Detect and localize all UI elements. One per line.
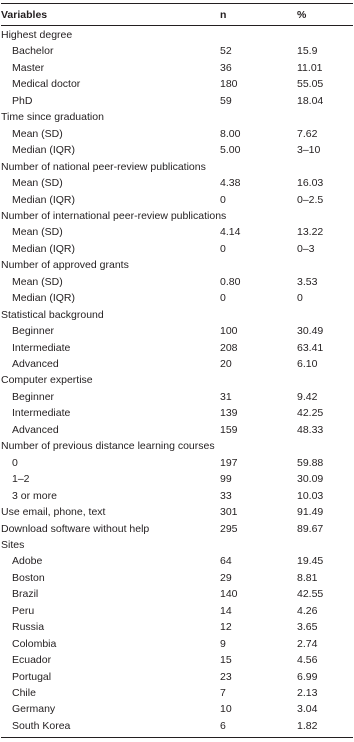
- row-label: Colombia: [12, 637, 57, 650]
- table-row: [1, 43, 353, 60]
- row-percent-value: 15.9: [297, 45, 318, 58]
- row-percent-value: 3.65: [297, 621, 318, 634]
- row-label: Germany: [12, 703, 56, 716]
- row-percent-value: 10.03: [297, 489, 324, 502]
- table-row: [1, 603, 353, 620]
- table-row: [1, 405, 353, 422]
- row-label: Ecuador: [12, 654, 52, 667]
- row-percent-value: 42.55: [297, 588, 324, 601]
- row-percent-value: 3.53: [297, 275, 318, 288]
- row-percent-value: 89.67: [297, 522, 324, 535]
- row-percent-value: 4.56: [297, 654, 318, 667]
- table-row: [1, 701, 353, 718]
- row-n-value: 197: [220, 456, 238, 469]
- row-label: Beginner: [12, 390, 55, 403]
- row-n-value: 180: [220, 78, 238, 91]
- table-row: [1, 389, 353, 406]
- row-percent-value: 3–10: [297, 144, 321, 157]
- row-label: Intermediate: [12, 341, 71, 354]
- table-header-rule: [1, 25, 353, 26]
- table-row: [1, 586, 353, 603]
- row-n-value: 208: [220, 341, 238, 354]
- row-n-value: 9: [220, 637, 226, 650]
- row-percent-value: 9.42: [297, 390, 318, 403]
- row-label: South Korea: [12, 719, 71, 732]
- row-n-value: 33: [220, 489, 232, 502]
- row-label: Median (IQR): [12, 193, 76, 206]
- row-label: Medical doctor: [12, 78, 81, 91]
- table-row: [1, 290, 353, 307]
- row-n-value: 99: [220, 473, 232, 486]
- row-label: Number of national peer-review publications: [1, 160, 206, 173]
- row-n-value: 31: [220, 390, 232, 403]
- row-n-value: 159: [220, 423, 238, 436]
- row-label: Master: [12, 61, 45, 74]
- row-percent-value: 30.49: [297, 325, 324, 338]
- row-percent-value: 1.82: [297, 719, 318, 732]
- row-label: Beginner: [12, 325, 55, 338]
- row-n-value: 29: [220, 571, 232, 584]
- row-label: Mean (SD): [12, 127, 63, 140]
- table-row: [1, 652, 353, 669]
- row-n-value: 36: [220, 61, 232, 74]
- table-header: [1, 5, 353, 25]
- row-n-value: 100: [220, 325, 238, 338]
- table-section-row: [1, 159, 353, 176]
- row-label: Mean (SD): [12, 226, 63, 239]
- table-section-row: [1, 504, 353, 521]
- row-percent-value: 48.33: [297, 423, 324, 436]
- table-row: [1, 553, 353, 570]
- table-row: [1, 718, 353, 735]
- row-n-value: 0: [220, 242, 226, 255]
- table-row: [1, 60, 353, 77]
- row-percent-value: 42.25: [297, 407, 324, 420]
- row-label: Bachelor: [12, 45, 54, 58]
- row-label: Median (IQR): [12, 242, 76, 255]
- table-top-rule: [1, 3, 353, 4]
- table-row: [1, 175, 353, 192]
- row-label: Statistical background: [1, 308, 104, 321]
- table-section-row: [1, 27, 353, 44]
- row-n-value: 14: [220, 604, 232, 617]
- row-percent-value: 11.01: [297, 61, 323, 74]
- row-n-value: 52: [220, 45, 232, 58]
- row-n-value: 0: [220, 193, 226, 206]
- row-label: 3 or more: [12, 489, 57, 502]
- table-row: [1, 93, 353, 110]
- table-section-row: [1, 208, 353, 225]
- row-label: Mean (SD): [12, 275, 63, 288]
- row-percent-value: 6.10: [297, 358, 318, 370]
- row-percent-value: 59.88: [297, 456, 324, 469]
- row-percent-value: 2.74: [297, 637, 318, 650]
- row-label: Number of international peer-review publications: [1, 209, 227, 222]
- table-row: [1, 340, 353, 357]
- table-row: [1, 619, 353, 636]
- row-label: Number of previous distance learning courses: [1, 440, 215, 453]
- row-label: PhD: [12, 94, 33, 107]
- table-row: [1, 241, 353, 258]
- row-n-value: 59: [220, 94, 232, 107]
- row-percent-value: 8.81: [297, 571, 318, 584]
- row-label: Median (IQR): [12, 144, 76, 157]
- row-n-value: 5.00: [220, 144, 241, 157]
- row-n-value: 23: [220, 670, 232, 683]
- row-percent-value: 2.13: [297, 687, 318, 699]
- table-section-row: [1, 372, 353, 389]
- table-section-row: [1, 537, 353, 554]
- table-row: [1, 224, 353, 241]
- table-section-row: [1, 438, 353, 455]
- table-row: [1, 471, 353, 488]
- table-row: [1, 356, 353, 373]
- table-section-row: [1, 257, 353, 274]
- table-section-row: [1, 307, 353, 324]
- row-label: Boston: [12, 571, 45, 584]
- row-label: Median (IQR): [12, 292, 76, 305]
- row-percent-value: 63.41: [297, 341, 324, 354]
- row-n-value: 7: [220, 687, 226, 699]
- row-n-value: 8.00: [220, 127, 241, 140]
- row-label: Russia: [12, 621, 45, 634]
- row-percent-value: 13.22: [297, 226, 324, 239]
- table-section-row: [1, 109, 353, 126]
- row-label: Download software without help: [1, 522, 150, 535]
- row-n-value: 0.80: [220, 275, 241, 288]
- row-percent-value: 3.04: [297, 703, 318, 716]
- row-n-value: 10: [220, 703, 232, 716]
- row-label: 0: [12, 456, 18, 469]
- table-row: [1, 455, 353, 472]
- row-percent-value: 18.04: [297, 94, 324, 107]
- table-row: [1, 76, 353, 93]
- table-section-row: [1, 521, 353, 538]
- row-label: 1–2: [12, 473, 30, 486]
- table-row: [1, 570, 353, 587]
- table-bottom-rule: [1, 737, 353, 738]
- header-percent: %: [297, 9, 307, 21]
- row-percent-value: 0: [297, 292, 303, 305]
- table-row: [1, 488, 353, 505]
- table-row: [1, 669, 353, 686]
- header-n: n: [220, 9, 227, 21]
- row-n-value: 4.14: [220, 226, 241, 239]
- row-n-value: 20: [220, 358, 232, 370]
- row-label: Use email, phone, text: [1, 506, 106, 519]
- row-percent-value: 0–2.5: [297, 193, 324, 206]
- row-label: Adobe: [12, 555, 43, 568]
- row-percent-value: 7.62: [297, 127, 318, 140]
- row-label: Peru: [12, 604, 35, 617]
- row-percent-value: 19.45: [297, 555, 324, 568]
- table-row: [1, 685, 353, 702]
- row-percent-value: 0–3: [297, 242, 315, 255]
- row-label: Mean (SD): [12, 177, 63, 190]
- table-row: [1, 274, 353, 291]
- table-row: [1, 192, 353, 209]
- row-percent-value: 91.49: [297, 506, 324, 519]
- row-percent-value: 6.99: [297, 670, 318, 683]
- row-label: Chile: [12, 687, 36, 699]
- table-row: [1, 142, 353, 159]
- row-label: Number of approved grants: [1, 259, 129, 272]
- row-n-value: 4.38: [220, 177, 241, 190]
- row-n-value: 139: [220, 407, 238, 420]
- row-label: Brazil: [12, 588, 39, 601]
- row-n-value: 295: [220, 522, 238, 535]
- row-n-value: 0: [220, 292, 226, 305]
- row-label: Computer expertise: [1, 374, 93, 387]
- row-label: Advanced: [12, 423, 59, 436]
- table-row: [1, 126, 353, 143]
- table-row: [1, 422, 353, 439]
- row-label: Sites: [1, 538, 25, 551]
- row-label: Intermediate: [12, 407, 71, 420]
- row-n-value: 15: [220, 654, 232, 667]
- row-percent-value: 30.09: [297, 473, 324, 486]
- row-n-value: 64: [220, 555, 232, 568]
- row-n-value: 140: [220, 588, 238, 601]
- row-n-value: 301: [220, 506, 238, 519]
- row-label: Advanced: [12, 358, 59, 370]
- table-row: [1, 323, 353, 340]
- row-n-value: 12: [220, 621, 232, 634]
- row-label: Time since graduation: [1, 111, 104, 124]
- row-n-value: 6: [220, 719, 226, 732]
- row-label: Portugal: [12, 670, 52, 683]
- table-row: [1, 636, 353, 653]
- row-label: Highest degree: [1, 29, 73, 41]
- row-percent-value: 55.05: [297, 78, 324, 91]
- header-variables: Variables: [1, 9, 48, 21]
- row-percent-value: 16.03: [297, 177, 324, 190]
- row-percent-value: 4.26: [297, 604, 318, 617]
